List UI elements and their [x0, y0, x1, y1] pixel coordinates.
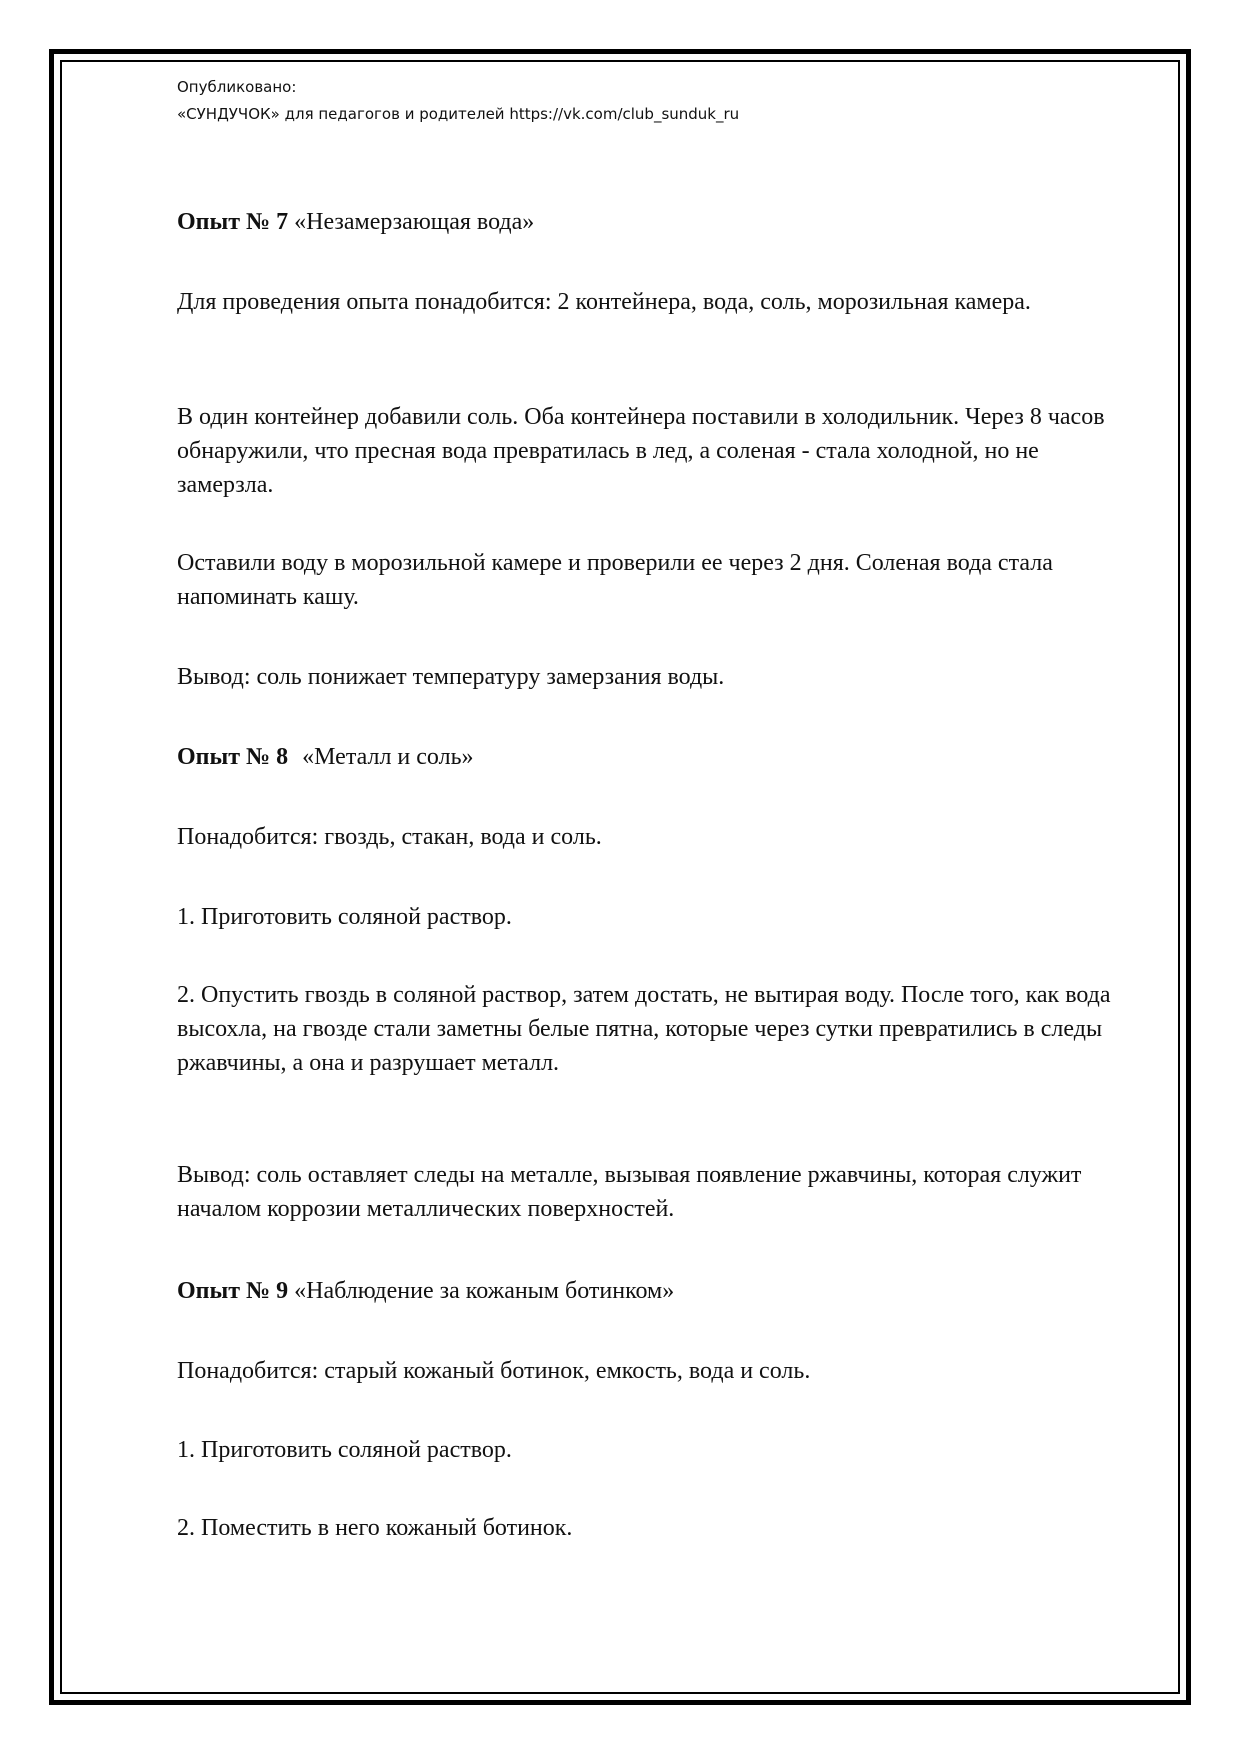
exp8-step1: 1. Приготовить соляной раствор.: [177, 904, 512, 930]
header-source-line: «СУНДУЧОК» для педагогов и родителей https://vk.com/club_sunduk_ru: [177, 105, 740, 123]
exp9-title: «Наблюдение за кожаным ботинком»: [294, 1278, 675, 1304]
exp7-process: В один контейнер добавили соль. Оба контейнера поставили в холодильник. Через 8 часов обнаружили, что пресная вода превратилась в лед, а соленая - стала холодной, но не замерзла.: [177, 404, 1105, 498]
exp7-materials: Для проведения опыта понадобится: 2 контейнера, вода, соль, морозильная камера.: [177, 289, 1031, 315]
exp9-step2: 2. Поместить в него кожаный ботинок.: [177, 1515, 573, 1541]
exp9-heading: [177, 1274, 1137, 1308]
exp8-conclusion: Вывод: соль оставляет следы на металле, вызывая появление ржавчины, которая служит началом коррозии металлических поверхностей.: [177, 1162, 1082, 1222]
exp8-label: Опыт № 8: [177, 744, 289, 770]
exp8-title: «Металл и соль»: [302, 744, 474, 770]
exp9-label: Опыт № 9: [177, 1278, 289, 1304]
exp7-conclusion: Вывод: соль понижает температуру замерзания воды.: [177, 664, 725, 690]
exp9-step1: 1. Приготовить соляной раствор.: [177, 1437, 512, 1463]
header-published-label: Опубликовано:: [177, 78, 297, 96]
exp9-materials: Понадобится: старый кожаный ботинок, емкость, вода и соль.: [177, 1358, 811, 1384]
publication-header: [177, 74, 739, 128]
exp7-observation: Оставили воду в морозильной камере и проверили ее через 2 дня. Соленая вода стала напоминать кашу.: [177, 550, 1053, 610]
exp8-materials: Понадобится: гвоздь, стакан, вода и соль.: [177, 824, 602, 850]
exp7-label: Опыт № 7: [177, 209, 289, 235]
exp8-heading: [177, 740, 1137, 774]
exp7-title: «Незамерзающая вода»: [294, 209, 535, 235]
exp8-step2: 2. Опустить гвоздь в соляной раствор, затем достать, не вытирая воду. После того, как вода высохла, на гвозде стали заметны белые пятна, которые через сутки превратились в следы ржавчины, а она и разрушает металл.: [177, 982, 1111, 1076]
exp7-heading: [177, 205, 1137, 239]
